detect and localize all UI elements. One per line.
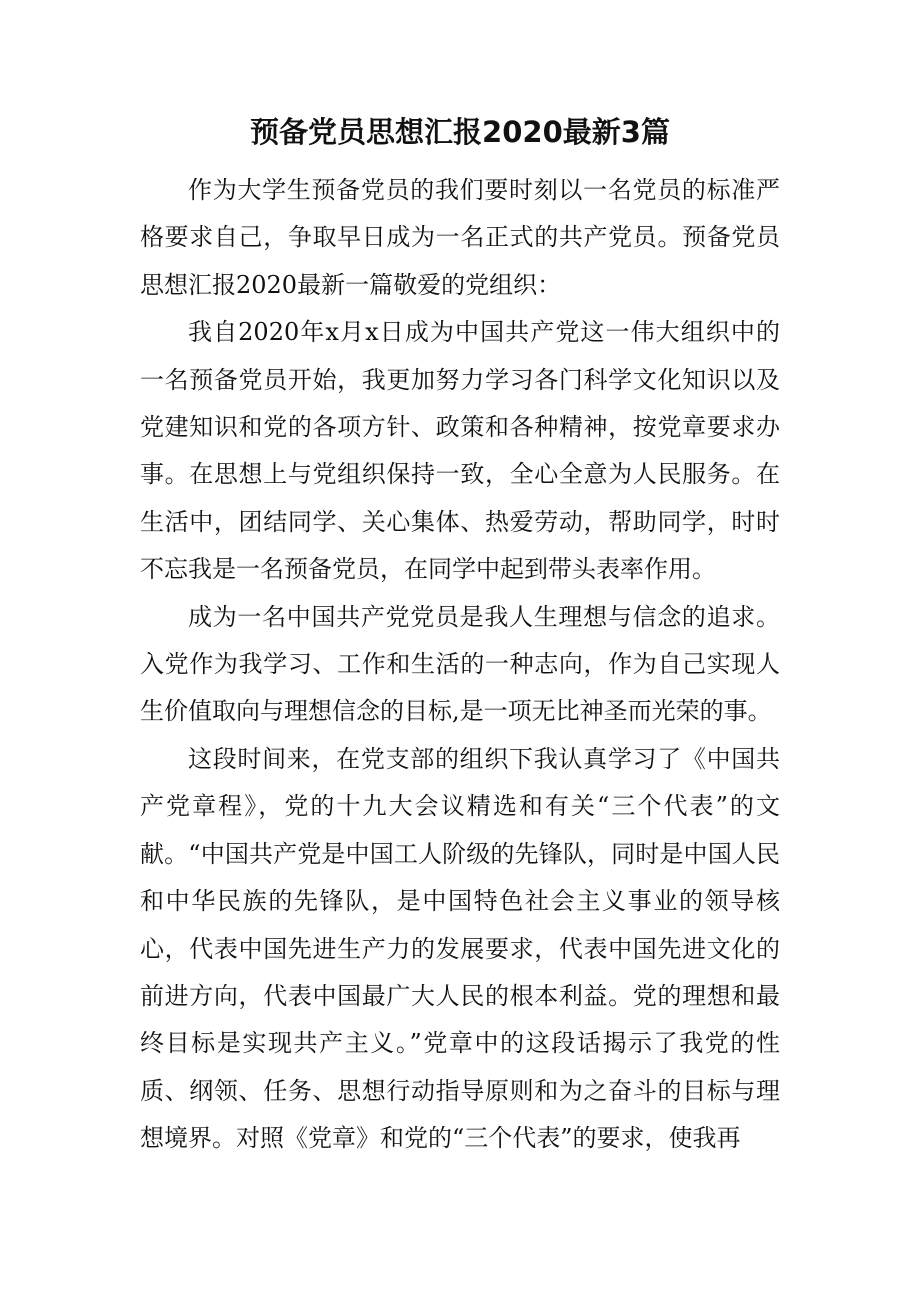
document-title: 预备党员思想汇报2020最新3篇: [250, 115, 670, 149]
paragraph-ideal: 成为一名中国共产党党员是我人生理想与信念的追求。入党作为我学习、工作和生活的一种志向，作为自己实现人生价值取向与理想信念的目标,是一项无比神圣而光荣的事。: [140, 602, 780, 726]
document-body: [140, 167, 780, 1163]
paragraph-joining: 我自2020年x月x日成为中国共产党这一伟大组织中的一名预备党员开始，我更加努力学习各门科学文化知识以及党建知识和党的各项方针、政策和各种精神，按党章要求办事。在思想上与党组织保持一致，全心全意为人民服务。在生活中，团结同学、关心集体、热爱劳动，帮助同学，时时不忘我是一名预备党员，在同学中起到带头表率作用。: [140, 318, 780, 584]
paragraph-study: 这段时间来，在党支部的组织下我认真学习了《中国共产党章程》，党的十九大会议精选和有关“三个代表”的文献。“中国共产党是中国工人阶级的先锋队，同时是中国人民和中华民族的先锋队，是中国特色社会主义事业的领导核心，代表中国先进生产力的发展要求，代表中国先进文化的前进方向，代表中国最广大人民的根本利益。党的理想和最终目标是实现共产主义。”党章中的这段话揭示了我党的性质、纲领、任务、思想行动指导原则和为之奋斗的目标与理想境界。对照《党章》和党的“三个代表”的要求，使我再: [140, 744, 780, 1153]
paragraph-intro: 作为大学生预备党员的我们要时刻以一名党员的标准严格要求自己，争取早日成为一名正式的共产党员。预备党员思想汇报2020最新一篇敬爱的党组织：: [140, 176, 780, 299]
